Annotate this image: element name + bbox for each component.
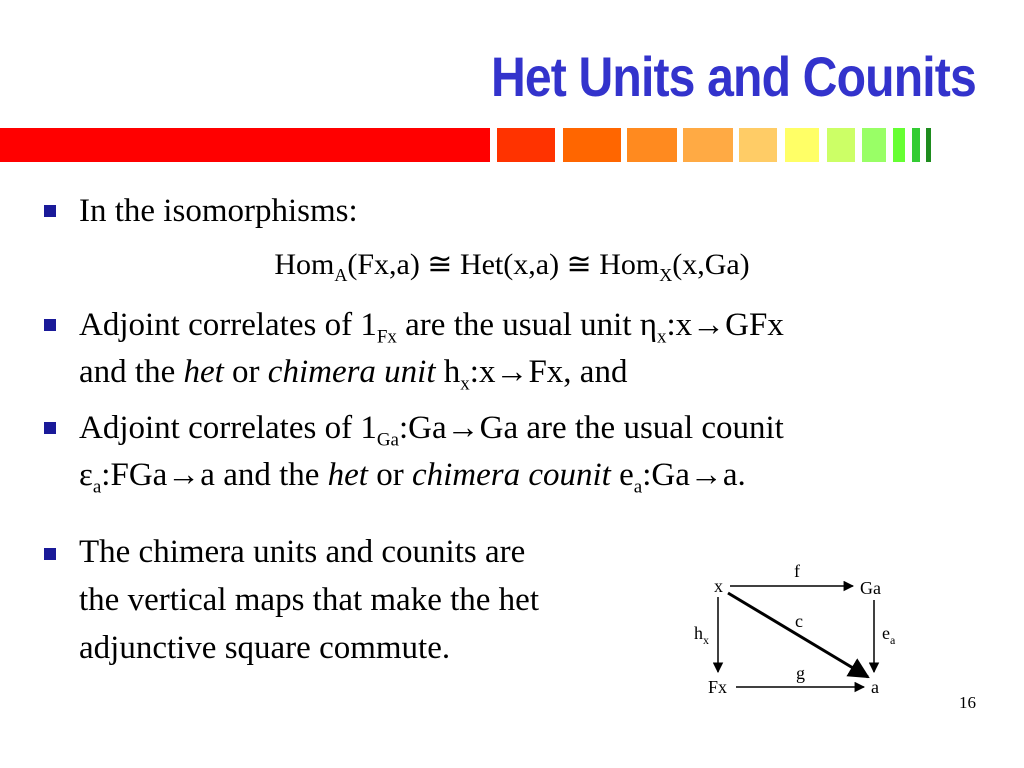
bullet-marker: [44, 548, 56, 560]
italic-term: chimera counit: [411, 457, 611, 493]
text-part: Adjoint correlates of 1: [79, 410, 377, 446]
italic-term: het: [327, 457, 368, 493]
label-f: f: [794, 561, 800, 581]
bullet-4-line-1: The chimera units and counits are: [79, 534, 526, 570]
label-g: g: [796, 663, 805, 683]
header-bar-segment: [627, 128, 677, 162]
subscript: a: [633, 476, 643, 498]
label-h: [694, 623, 709, 647]
text-part: e: [610, 457, 634, 493]
label-e-subscript: a: [890, 633, 896, 647]
italic-term: chimera unit: [267, 354, 436, 390]
isomorphism-formula: [0, 245, 1024, 295]
subscript: Ga: [376, 429, 399, 451]
text-part: are the usual unit η: [396, 307, 658, 343]
bullet-2-line-1: [79, 305, 784, 358]
label-h-subscript: x: [703, 633, 709, 647]
bullet-marker: [44, 319, 56, 331]
bullet-marker: [44, 205, 56, 217]
node-a: a: [871, 677, 879, 697]
header-bar-segment: [563, 128, 621, 162]
subscript: x: [460, 373, 470, 395]
text-part: h: [435, 354, 461, 390]
subscript: x: [657, 326, 667, 348]
het-adjunctive-square-diagram: [680, 555, 920, 705]
text-part: or: [223, 354, 268, 390]
bullet-4-line-3: adjunctive square commute.: [79, 630, 451, 666]
bullet-2-line-2: [79, 352, 627, 405]
header-bar-segment: [497, 128, 555, 162]
text-part: :Ga→a.: [642, 457, 746, 493]
subscript: Fx: [376, 326, 397, 348]
bullet-text: [79, 191, 358, 231]
text-part: Adjoint correlates of 1: [79, 307, 377, 343]
label-h-main: h: [694, 623, 703, 643]
text-part: :Ga→Ga are the usual counit: [398, 410, 784, 446]
slide-title: Het Units and Counits: [491, 45, 976, 108]
page-number: 16: [959, 693, 976, 712]
text-part: :x→GFx: [666, 307, 784, 343]
bullet-4-line-2: the vertical maps that make the het: [79, 582, 539, 618]
text-part: and the: [79, 354, 184, 390]
bullet-marker: [44, 422, 56, 434]
node-Fx: Fx: [708, 677, 728, 697]
formula-part: (Fx,a) ≅ Het(x,a) ≅ Hom: [347, 248, 660, 281]
bullet-3-line-2: [79, 455, 746, 508]
label-c: c: [795, 611, 803, 631]
text-part: :FGa→a and the: [101, 457, 328, 493]
header-bar-segment: [683, 128, 733, 162]
node-x: x: [714, 576, 723, 596]
header-bar-segment: [912, 128, 920, 162]
header-bar-segment: [827, 128, 855, 162]
bullet-3-line-1: [79, 408, 784, 461]
header-bar-segment: [893, 128, 905, 162]
header-bar-segment: [739, 128, 777, 162]
label-e: [882, 623, 896, 647]
formula-part: Hom: [274, 248, 335, 281]
text-part: or: [367, 457, 412, 493]
text-part: ε: [79, 457, 93, 493]
formula-subscript: A: [334, 265, 348, 285]
node-Ga: Ga: [860, 578, 881, 598]
header-bar-segment: [926, 128, 931, 162]
bullet-1-text: In the isomorphisms:: [79, 193, 358, 229]
text-part: :x→Fx, and: [469, 354, 628, 390]
header-bar-red-segment: [0, 128, 490, 162]
formula-part: (x,Ga): [672, 248, 750, 281]
header-bar-segment: [862, 128, 886, 162]
subscript: a: [92, 476, 102, 498]
label-e-main: e: [882, 623, 890, 643]
header-bar-segment: [785, 128, 819, 162]
formula-subscript: X: [659, 265, 673, 285]
italic-term: het: [183, 354, 224, 390]
